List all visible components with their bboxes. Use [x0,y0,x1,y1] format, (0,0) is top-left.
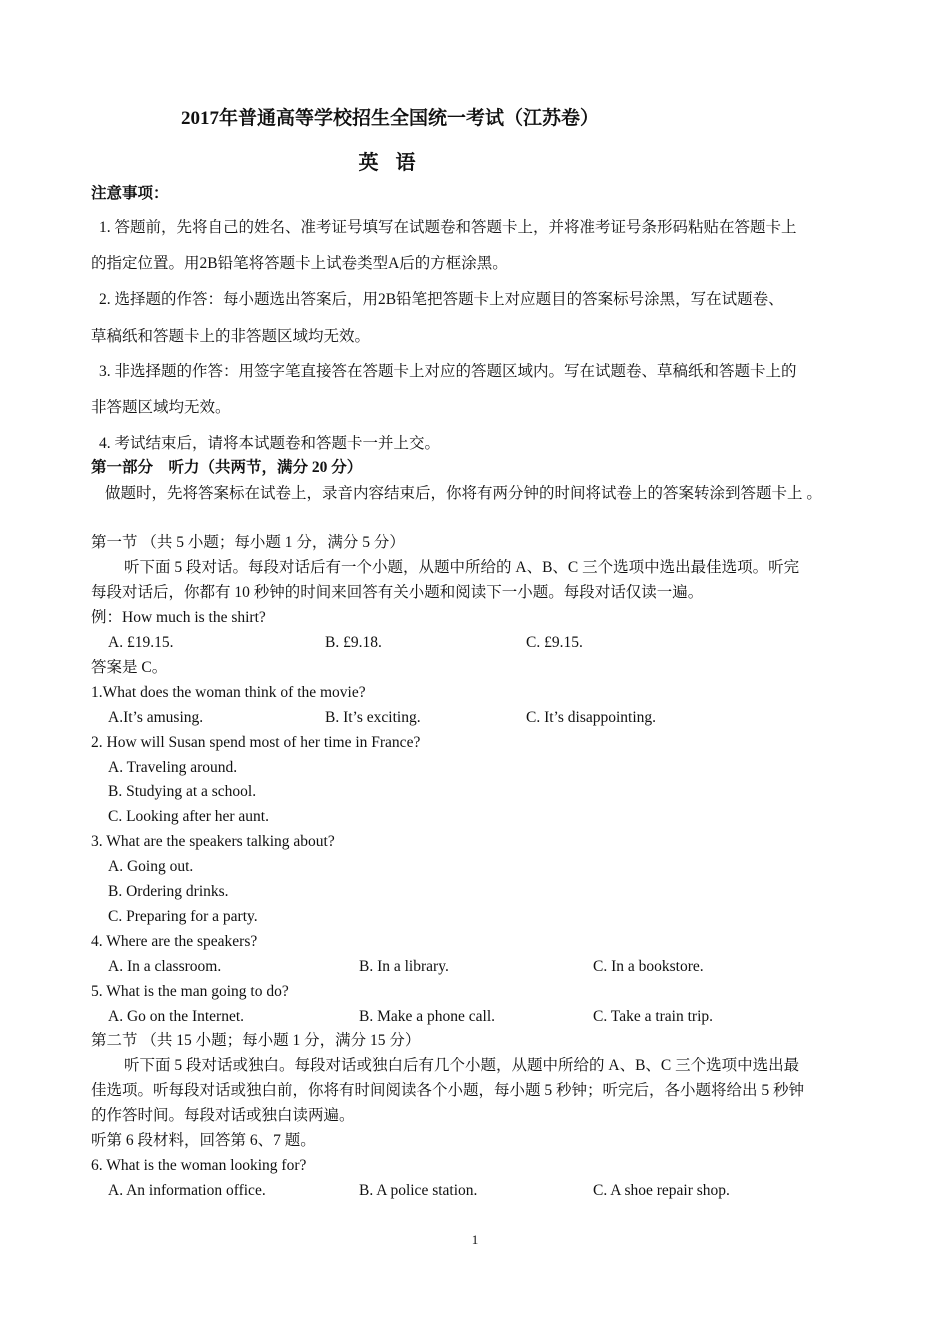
question-4: 4. Where are the speakers? [91,933,258,950]
option-a: A. Go on the Internet. [108,1008,245,1025]
notice-item: 2. 选择题的作答：每小题选出答案后，用2B铅笔把答题卡上对应题目的答案标号涂黑，写在试题卷、 [99,291,784,308]
notice-item: 4. 考试结束后，请将本试题卷和答题卡一并上交。 [99,435,441,452]
notice-item: 草稿纸和答题卡上的非答题区域均无效。 [91,328,371,345]
option-a: A. Going out. [108,858,194,875]
part1-intro: 做题时，先将答案标在试卷上，录音内容结束后，你将有两分钟的时间将试卷上的答案转涂到答题卡上 。 [105,485,822,502]
option-c: C. Looking after her aunt. [108,808,269,825]
notice-item: 1. 答题前，先将自己的姓名、准考证号填写在试题卷和答题卡上，并将准考证号条形码粘贴在答题卡上 [99,219,797,236]
option-c: C. £9.15. [526,634,583,651]
section2-intro: 的作答时间。每段对话或独白读两遍。 [91,1107,355,1124]
option-a: A. In a classroom. [108,958,222,975]
notice-item: 的指定位置。用2B铅笔将答题卡上试卷类型A后的方框涂黑。 [91,255,508,272]
question-2: 2. How will Susan spend most of her time in France? [91,734,421,751]
notice-item: 3. 非选择题的作答：用签字笔直接答在答题卡上对应的答题区域内。写在试题卷、草稿纸和答题卡上的 [99,363,797,380]
option-c: C. Preparing for a party. [108,908,258,925]
option-a: A. £19.15. [108,634,174,651]
section1-intro: 听下面 5 段对话。每段对话后有一个小题，从题中所给的 A、B、C 三个选项中选出最佳选项。听完 [124,559,800,576]
exam-title: 2017年普通高等学校招生全国统一考试（江苏卷） [180,108,599,129]
section2-heading: 第二节 （共 15 小题；每小题 1 分，满分 15 分） [91,1032,421,1049]
notice-item: 非答题区域均无效。 [91,399,231,416]
option-a: A. An information office. [108,1182,266,1199]
example-question: 例：How much is the shirt? [91,609,266,626]
option-b: B. Studying at a school. [108,783,257,800]
section2-intro: 佳选项。听每段对话或独白前，你将有时间阅读各个小题，每小题 5 秒钟；听完后，各小题将给出 5 秒钟 [91,1082,805,1099]
option-b: B. In a library. [359,958,449,975]
section2-intro: 听下面 5 段对话或独白。每段对话或独白后有几个小题，从题中所给的 A、B、C 三个选项中选出最 [124,1057,800,1074]
option-b: B. Ordering drinks. [108,883,229,900]
option-c: C. A shoe repair shop. [593,1182,730,1199]
question-3: 3. What are the speakers talking about? [91,833,335,850]
option-b: B. It’s exciting. [325,709,421,726]
example-answer: 答案是 C。 [91,659,168,676]
question-1: 1.What does the woman think of the movie? [91,684,366,701]
page-number: 1 [471,1232,479,1247]
option-a: A. Traveling around. [108,759,238,776]
section1-intro: 每段对话后，你都有 10 秒钟的时间来回答有关小题和阅读下一小题。每段对话仅读一遍。 [91,584,704,601]
option-c: C. It’s disappointing. [526,709,657,726]
option-a: A.It’s amusing. [108,709,204,726]
question-6: 6. What is the woman looking for? [91,1157,307,1174]
part1-heading: 第一部分 听力（共两节，满分 20 分） [91,459,363,476]
notice-heading: 注意事项： [91,185,169,202]
option-b: B. Make a phone call. [359,1008,496,1025]
option-b: B. A police station. [359,1182,478,1199]
exam-subject: 英 语 [358,152,422,174]
option-b: B. £9.18. [325,634,382,651]
option-c: C. Take a train trip. [593,1008,714,1025]
section1-heading: 第一节 （共 5 小题；每小题 1 分，满分 5 分） [91,534,405,551]
question-5: 5. What is the man going to do? [91,983,289,1000]
option-c: C. In a bookstore. [593,958,704,975]
material-6-note: 听第 6 段材料，回答第 6、7 题。 [91,1132,316,1149]
